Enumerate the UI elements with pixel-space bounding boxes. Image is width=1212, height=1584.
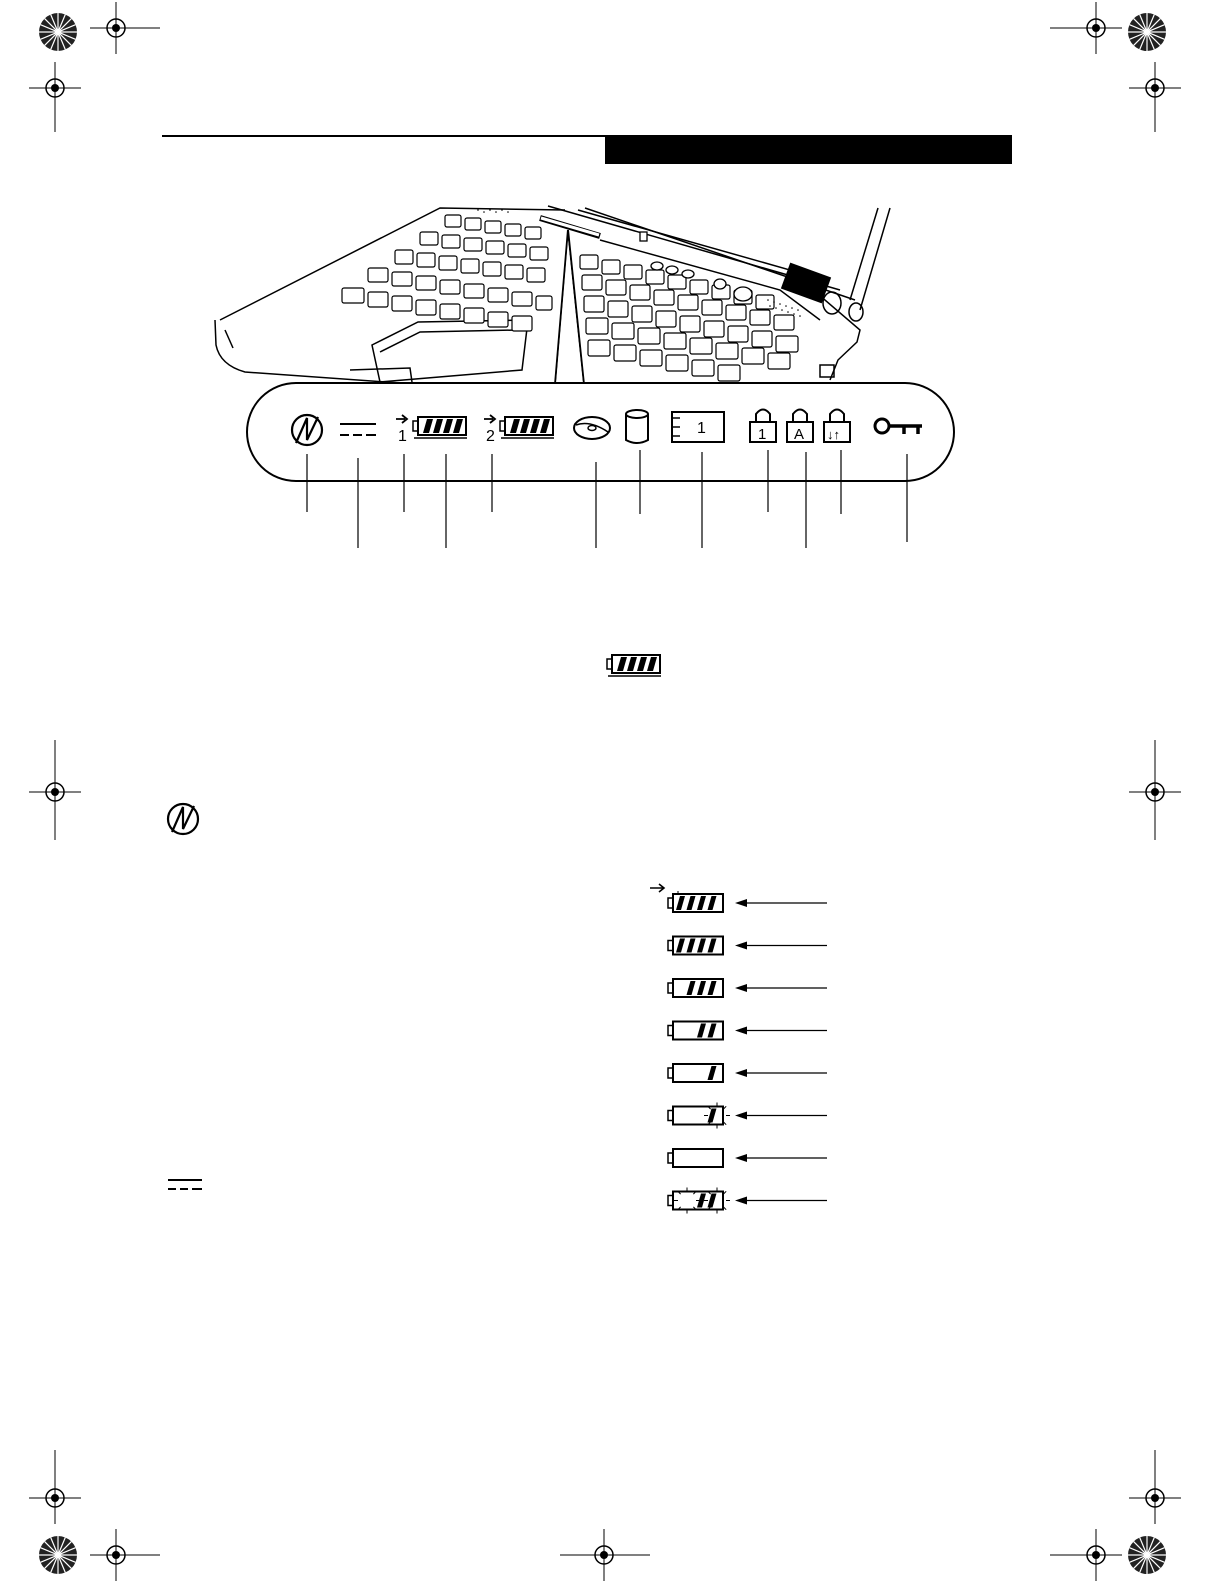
inline-ac-adapter-icon bbox=[166, 1176, 206, 1196]
battery-2-label: 2 bbox=[486, 428, 495, 445]
num-lock-label: 1 bbox=[758, 426, 767, 443]
caps-lock-label: A bbox=[794, 426, 805, 443]
inline-power-icon bbox=[164, 800, 204, 840]
inline-battery-icon bbox=[605, 652, 667, 678]
battery-1-label: 1 bbox=[398, 428, 407, 445]
scroll-lock-label: ↓↑ bbox=[827, 427, 840, 442]
pc-card-label: 1 bbox=[697, 420, 706, 437]
battery-1-icon bbox=[396, 415, 407, 445]
status-indicator-panel bbox=[0, 0, 1212, 560]
